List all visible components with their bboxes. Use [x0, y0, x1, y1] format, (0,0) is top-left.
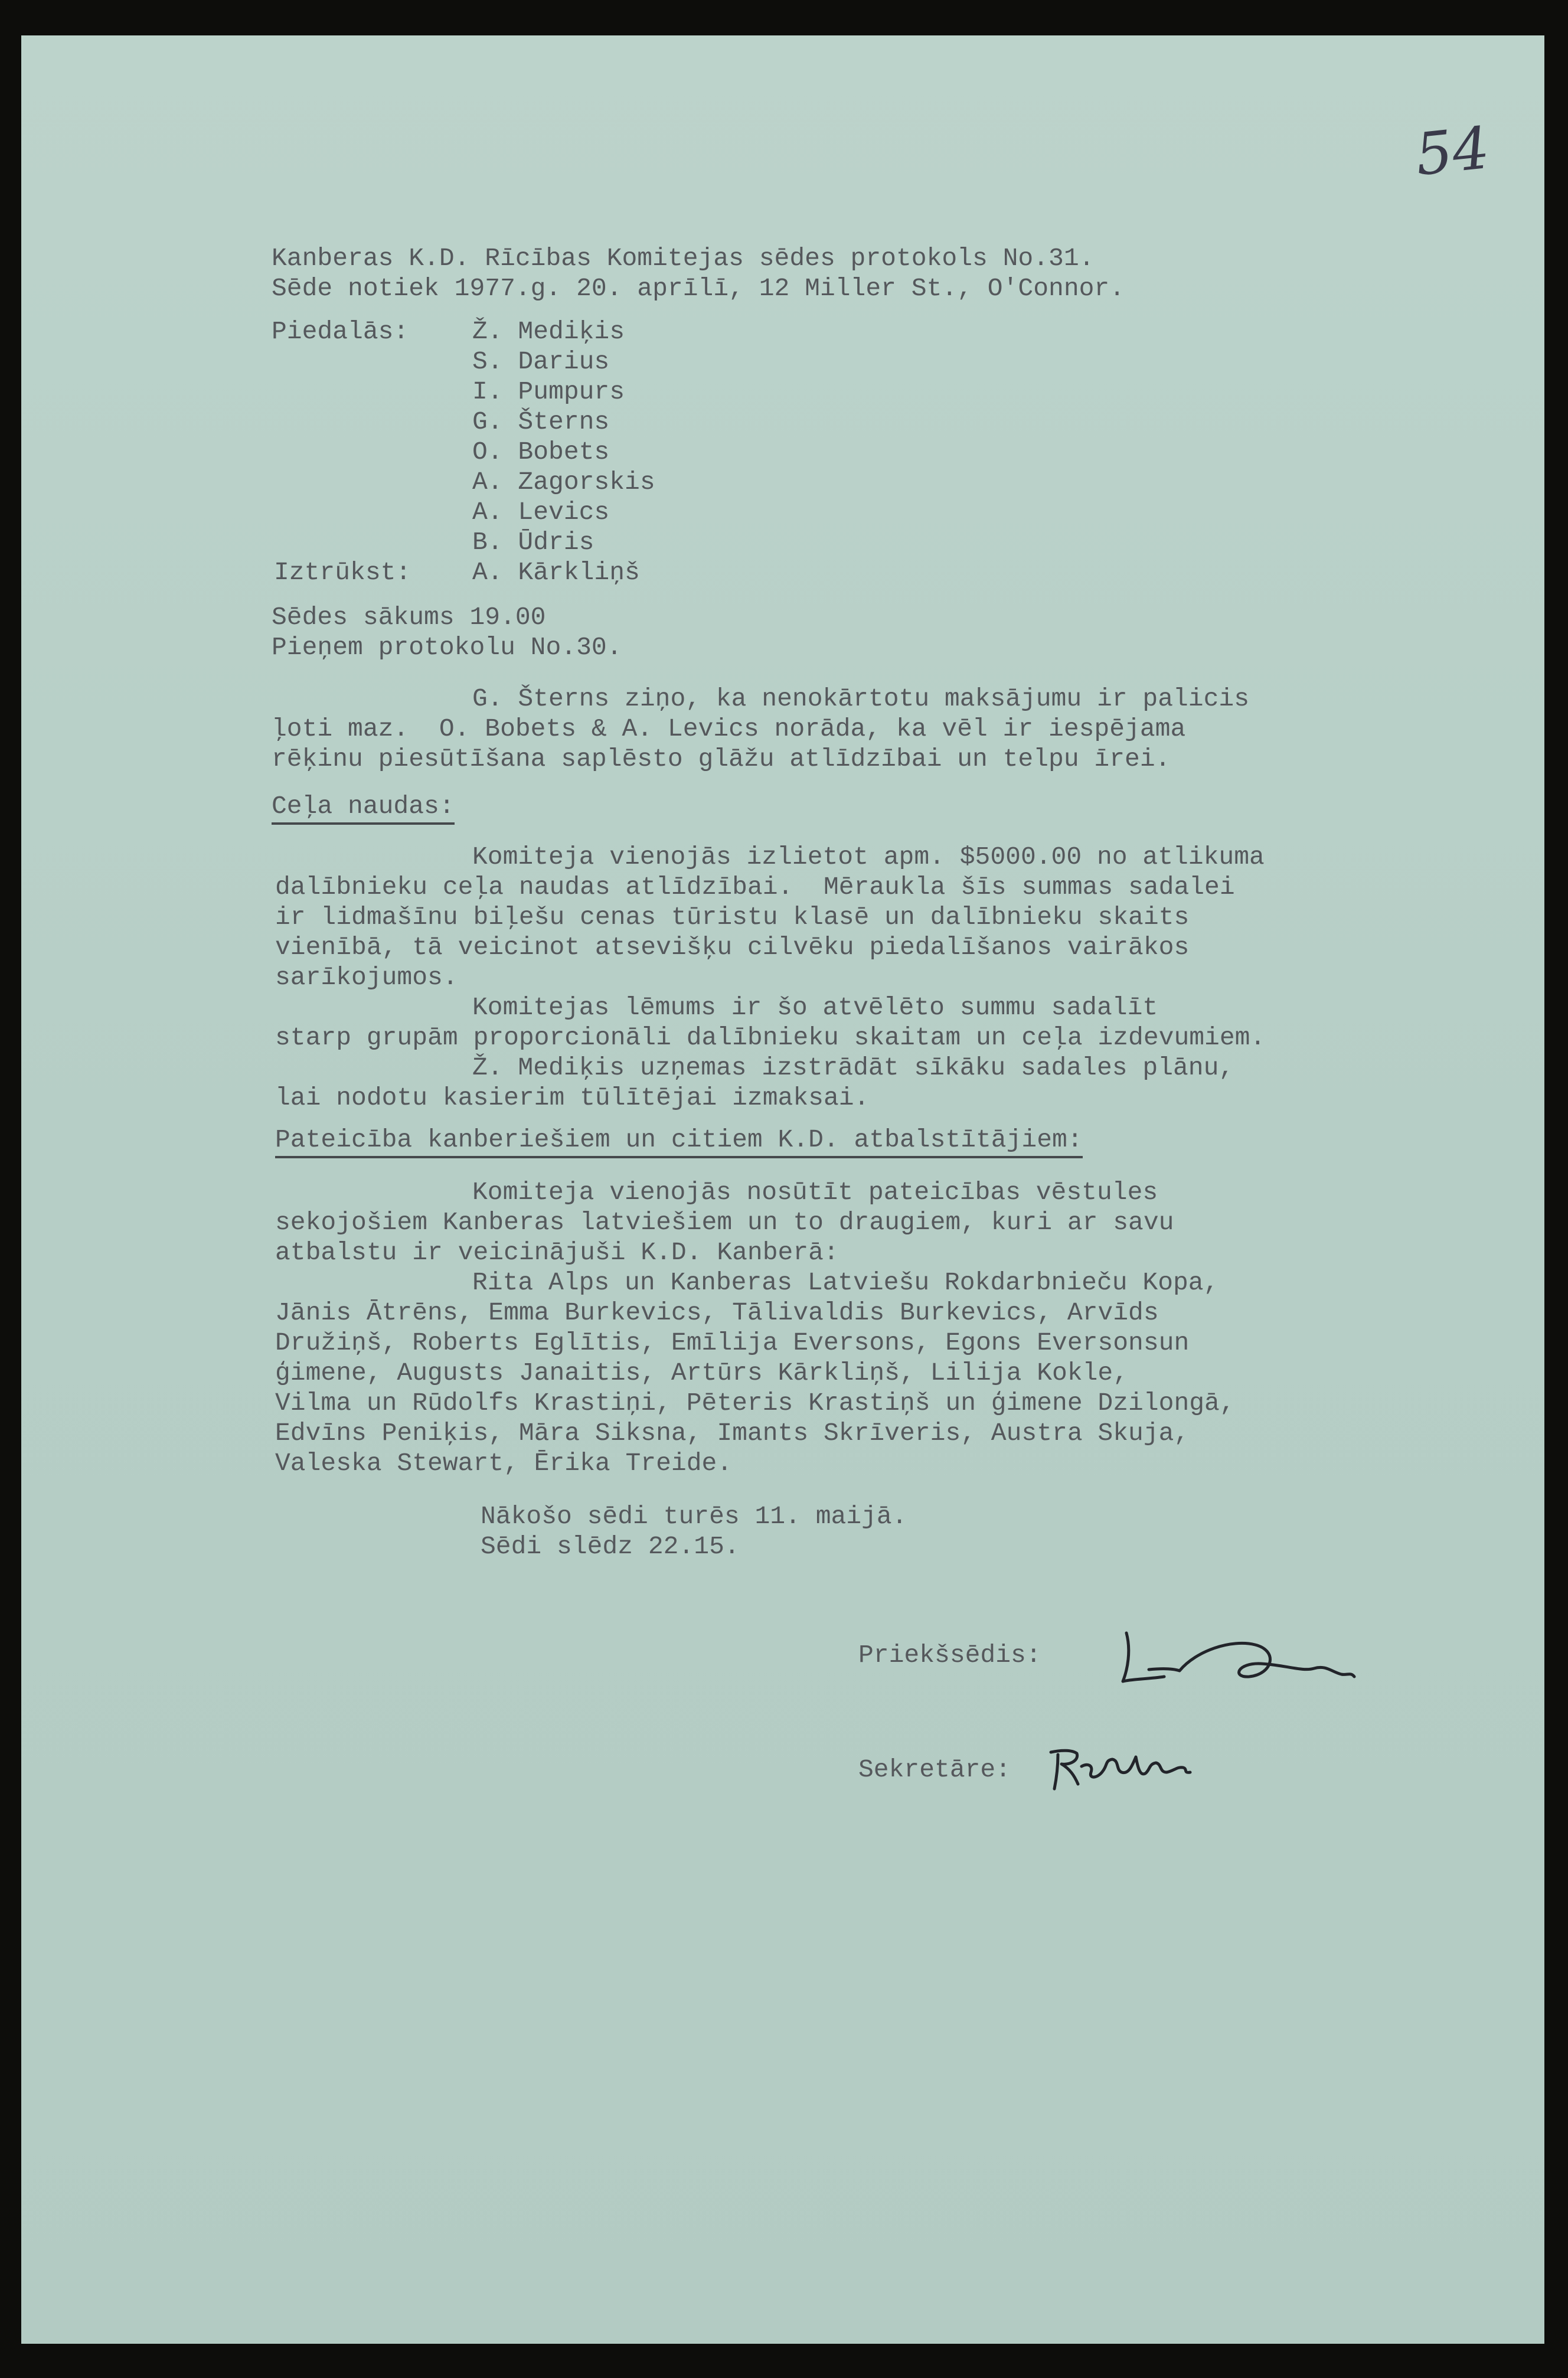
travel-line-9: lai nodotu kasierim tūlītējai izmaksai. [275, 1083, 870, 1112]
meeting-details: Sēde notiek 1977.g. 20. aprīlī, 12 Miller St., O'Connor. [272, 274, 1125, 303]
thanks-line-5: Jānis Ātrēns, Emma Burkevics, Tālivaldis Burkevics, Arvīds [275, 1298, 1159, 1327]
thanks-line-1: Komiteja vienojās nosūtīt pateicības vēstules [472, 1178, 1158, 1207]
meeting-start: Sēdes sākums 19.00 [272, 603, 546, 632]
travel-line-6: Komitejas lēmums ir šo atvēlēto summu sadalīt [472, 993, 1158, 1022]
previous-minutes: Pieņem protokolu No.30. [272, 633, 622, 662]
travel-line-5: sarīkojumos. [275, 963, 458, 992]
thanks-line-7: ģimene, Augusts Janaitis, Artūrs Kārkliņš, Lilija Kokle, [275, 1358, 1129, 1387]
thanks-line-6: Družiņš, Roberts Eglītis, Emīlija Eversons, Egons Eversonsun [275, 1328, 1190, 1357]
travel-line-3: ir lidmašīnu biļešu cenas tūristu klasē un dalībnieku skaits [275, 903, 1190, 932]
travel-line-7: starp grupām proporcionāli dalībnieku skaitam un ceļa izdevumiem. [275, 1023, 1266, 1052]
thanks-line-4: Rita Alps un Kanberas Latviešu Rokdarbnieču Kopa, [472, 1268, 1219, 1297]
travel-line-2: dalībnieku ceļa naudas atlīdzībai. Mēraukla šīs summas sadalei [275, 873, 1235, 901]
absent-label: Iztrūkst: [274, 558, 411, 587]
document-page [21, 35, 1544, 2344]
document-title: Kanberas K.D. Rīcības Komitejas sēdes protokols No.31. [272, 244, 1095, 273]
travel-line-1: Komiteja vienojās izlietot apm. $5000.00 no atlikuma [472, 842, 1265, 871]
thanks-heading: Pateicība kanberiešiem un citiem K.D. atbalstītājiem: [275, 1125, 1083, 1158]
attendee-6: A. Zagorskis [472, 468, 655, 496]
attendee-8: B. Ūdris [472, 528, 594, 557]
thanks-line-2: sekojošiem Kanberas latviešiem un to draugiem, kuri ar savu [275, 1208, 1174, 1237]
folio-number: 54 [1412, 114, 1493, 190]
thanks-line-3: atbalstu ir veicinājuši K.D. Kanberā: [275, 1238, 839, 1267]
chair-label: Priekšsēdis: [858, 1641, 1041, 1670]
next-meeting: Nākošo sēdi turēs 11. maijā. [481, 1502, 907, 1531]
attendee-1: Ž. Mediķis [472, 317, 625, 346]
travel-line-4: vienībā, tā veicinot atsevišķu cilvēku piedalīšanos vairākos [275, 933, 1190, 962]
attendee-4: G. Šterns [472, 407, 610, 436]
travel-line-8: Ž. Mediķis uzņemas izstrādāt sīkāku sadales plānu, [472, 1053, 1234, 1082]
attendee-5: O. Bobets [472, 437, 610, 466]
thanks-line-10: Valeska Stewart, Ērika Treide. [275, 1449, 733, 1478]
attendee-2: S. Darius [472, 347, 610, 376]
report-line-3: rēķinu piesūtīšana saplēsto glāžu atlīdzībai un telpu īrei. [272, 744, 1171, 773]
meeting-end: Sēdi slēdz 22.15. [481, 1532, 740, 1561]
thanks-line-8: Vilma un Rūdolfs Krastiņi, Pēteris Krastiņš un ģimene Dzilongā, [275, 1389, 1235, 1417]
present-label: Piedalās: [272, 317, 409, 346]
attendee-7: A. Levics [472, 498, 610, 527]
travel-heading: Ceļa naudas: [272, 791, 455, 825]
minutes-text [21, 35, 1266, 1872]
report-line-1: G. Šterns ziņo, ka nenokārtotu maksājumu ir palicis [472, 684, 1250, 713]
thanks-line-9: Edvīns Peniķis, Māra Siksna, Imants Skrīveris, Austra Skuja, [275, 1419, 1190, 1448]
secretary-label: Sekretāre: [858, 1755, 1011, 1784]
report-line-2: ļoti maz. O. Bobets & A. Levics norāda, ka vēl ir iespējama [272, 714, 1186, 743]
chair-signature [1108, 1615, 1379, 1710]
attendee-3: I. Pumpurs [472, 377, 625, 406]
secretary-signature [1044, 1734, 1197, 1799]
absent-member: A. Kārkliņš [472, 558, 640, 587]
